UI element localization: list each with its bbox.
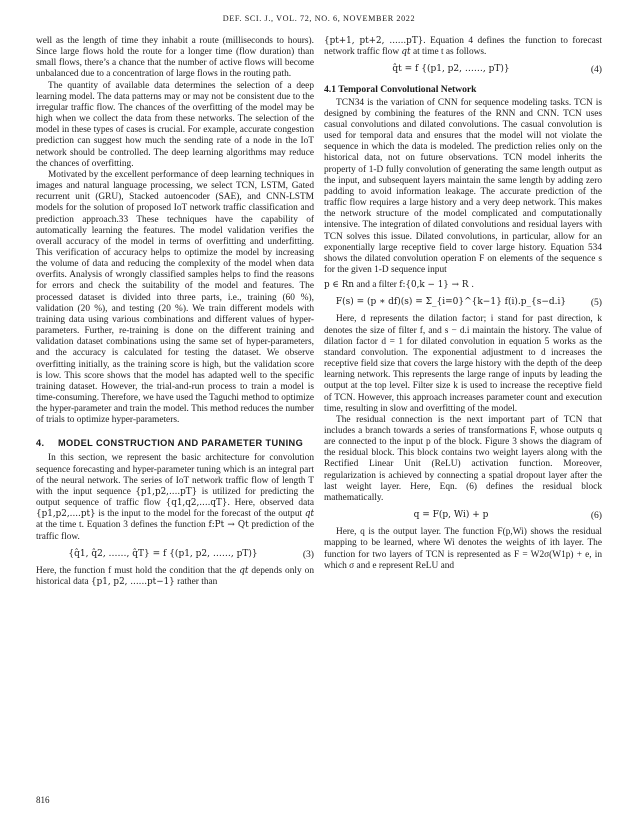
math-inline: {q1,q2,....qT} xyxy=(165,498,228,509)
text-run: . Equation 4 defines the function to forecast network traffic flow xyxy=(324,36,602,58)
text-run: and a filter xyxy=(356,280,397,291)
text-run: prediction of the traffic flow. xyxy=(36,520,315,542)
text-run: Here, the function f must hold the condition that the xyxy=(36,565,237,576)
text-run: . Here, observed data xyxy=(227,498,314,509)
math-inline: f:{0,k − 1} → R . xyxy=(399,280,475,291)
subsection-heading xyxy=(324,84,602,95)
math-inline: {p1,p2,....pT} xyxy=(135,486,198,497)
paragraph: Here, d represents the dilation factor; i stand for past direction, k denotes the size of filter f, and s − d.i maintain the history. The value of dilation factor d = 1 for dilated convolution in equation 5 works as the standard convolution. The exponential adjustment to d increases the receptive field size that covers the large history with the depth of the deep learning network. This represents the large range of inputs by leading the output at the top level. Filter size k is used to increase the receptive field of TCN. However, this approach increases parameter count and execution time, resulting in slow and overfitting of the model. xyxy=(324,314,602,414)
math-inline: qt xyxy=(401,47,411,58)
paragraph xyxy=(324,98,602,277)
text-run: is the input to the model for the forecast of the output xyxy=(98,509,303,520)
equation-body: F(s) = (p ∗ df)(s) = Σ_{i=0}^{k−1} f(i).p_{s−d.i} xyxy=(335,297,567,308)
page-number: 816 xyxy=(36,795,50,805)
text-run: In this section, we represent the basic architecture for convolution sequence forecasting and hyper-parameter tuning which is an integral part of the neural network. The series of IoT network traffic flow of length T with the input sequence xyxy=(36,453,314,497)
section-title: MODEL CONSTRUCTION AND PARAMETER TUNING xyxy=(58,438,304,449)
paragraph xyxy=(36,453,314,542)
math-inline: qt xyxy=(304,509,315,520)
equation-3 xyxy=(36,549,314,560)
equation-number: (4) xyxy=(590,64,602,76)
equation-body: q̂t = f {(p1, p2, ……, pT)} xyxy=(392,64,510,75)
text-run: at the time t. Equation 3 defines the function xyxy=(36,520,206,531)
left-column xyxy=(36,36,314,588)
right-column xyxy=(324,36,602,572)
math-inline: {pt+1, pt+2, ......pT} xyxy=(324,36,424,46)
equation-number: (5) xyxy=(590,297,602,309)
math-inline: {p1,p2,....pt} xyxy=(36,509,96,520)
paragraph: Here, q is the output layer. The function F(p,Wi) shows the residual mapping to be learned, where Wi denotes the weights of ith layer. The function for two layers of TCN is represented as F = W2σ(W1p) + e, in which σ and e represent ReLU and xyxy=(324,527,602,571)
paragraph: Motivated by the excellent performance of deep learning techniques in images and natural language processing, we select TCN, LSTM, Gated recurrent unit (GRU), Stacked autoencoder (SAE), and CNN-LSTM models for the solution of proposed IoT network traffic classification and prediction approach.33 These techniques have the capability of automatically learning the features. The model validation verifies the overall accuracy of the model in terms of overfitting and underfitting. This verification of accuracy helps to optimize the model by increasing the volume of data and reducing the complexity of the model when data overfits. Analysis of wrongly classified samples helps to find the reasons for errors and check the suitability of the model and features. The processed dataset is divided into three parts, i.e., training (60 %), validation (20 %), and testing (20 %). We train different models with training data using various combinations and different values of hyper-parameters. Further, re-training is done on the different training and validation dataset combinations using the same set of hyper-parameters, and the accuracy is calculated for testing the dataset. We observe overfitting initially, as the training score is high, but the validation score is low. This score shows that the model has adapted well to the specific training dataset. However, the trial-and-run process to train a model is time-consuming. Therefore, we have used the Taguchi method to optimize the hyper-parameter and train the model. This method reduces the number of trials to optimize hyper-parameters. xyxy=(36,169,314,426)
paragraph: well as the length of time they inhabit a route (milliseconds to hours). Since large flows hold the route for a longer time (flow duration) than small flows, there’s a chance that the number of active flows will become unbalanced due to a concentration of large flows in the routing path. xyxy=(36,36,314,80)
paragraph xyxy=(324,36,602,58)
equation-5 xyxy=(324,297,602,308)
math-inline: p ∈ Rn xyxy=(324,280,355,291)
text-run: rather than xyxy=(177,577,218,588)
text-run: TCN34 is the variation of CNN for sequence modeling tasks. TCN is designed by combining the features of the RNN and CNN. TCN uses casual convolutions and dilated convolutions. The casual convolution is used for temporal data and ensures that the model will not violate the sequence in which the data is modeled. The prediction relies only on the historical data, not on future observations. TCN model inherits the property of 1-D fully convolution of generating the same length output as the input, and subsequent layers maintain the same length by adding zero padding to avoid information leakage. The accurate prediction of the traffic flow requires a large history and a very deep network. This makes the network structure of the model complicated and computationally intensive. The integration of dilated convolutions and residual layers with TCN solves this issue. Dilated convolutions, in particular, allow for an exponentially large receptive field to cover large history. Equation 534 shows the dilated convolution operation F on elements of the sequence s for the given 1-D sequence input xyxy=(324,97,602,275)
subsection-title: Temporal Convolutional Network xyxy=(338,84,477,96)
running-head: DEF. SCI. J., VOL. 72, NO. 6, NOVEMBER 2022 xyxy=(222,14,416,23)
math-inline: {p1, p2, ......pt−1} xyxy=(91,577,175,588)
subsection-number: 4.1 xyxy=(324,84,336,96)
equation-number: (3) xyxy=(302,548,314,560)
paragraph xyxy=(36,566,314,588)
equation-body: q = F(p, Wi) + p xyxy=(413,510,489,521)
math-inline: qt xyxy=(239,565,249,576)
paragraph: The residual connection is the next important part of TCN that includes a branch towards a series of transformations F, whose outputs q are connected to the input p of the block. Figure 3 shows the diagram of the residual block. This block contains two weight layers along with the Rectified Linear Unit (ReLU) activation function. Moreover, regularization is achieved by connecting a spatial dropout layer after the last weight layer. Here, Eqn. (6) defines the residual block mathematically. xyxy=(324,414,602,503)
text-run: at time t as follows. xyxy=(412,47,487,58)
section-number: 4. xyxy=(36,438,45,449)
equation-body: {q̂1, q̂2, ……, q̂T} = f {(p1, p2, ……, pT)} xyxy=(68,548,258,559)
paragraph: The quantity of available data determines the selection of a deep learning model. The data patterns may or may not be consistent due to the irregular traffic flow. The chances of the overfitting of the model may be high when we collect the data from these networks. The selection of the model in these types of cases is crucial. For example, accurate congestion prediction can suggest how much the sending rate of a node in the IoT network should be controlled. The deep learning algorithms may reduce the chances of overfitting. xyxy=(36,80,314,169)
equation-number: (6) xyxy=(590,510,602,522)
equation-6 xyxy=(324,510,602,521)
equation-4 xyxy=(324,64,602,75)
section-heading xyxy=(36,437,314,449)
text-run: depends only on historical data xyxy=(36,565,314,588)
text-run: is utilized for predicting the output sequence of traffic flow xyxy=(36,486,315,509)
math-inline: f:Pt → Qt xyxy=(208,520,249,531)
paragraph xyxy=(324,280,602,291)
